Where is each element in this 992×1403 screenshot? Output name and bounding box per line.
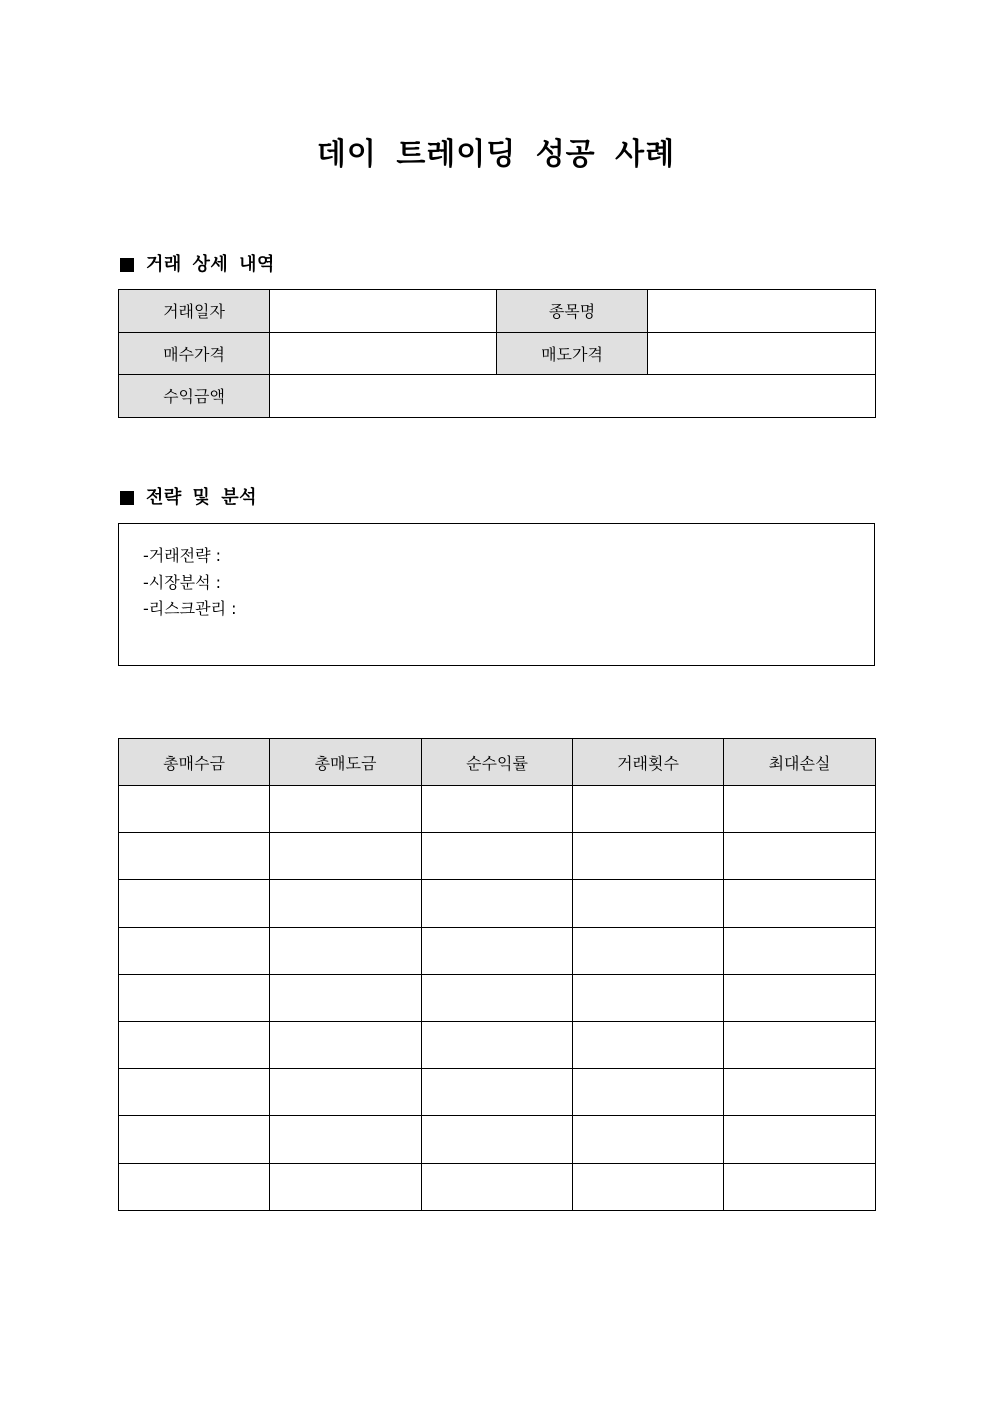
summary-cell[interactable]	[724, 1116, 876, 1163]
table-row	[119, 1116, 876, 1163]
table-row	[119, 1069, 876, 1116]
trade-details-table	[118, 289, 876, 418]
summary-cell[interactable]	[119, 833, 270, 880]
table-row	[119, 927, 876, 974]
summary-cell[interactable]	[119, 1021, 270, 1068]
summary-cell[interactable]	[422, 1021, 573, 1068]
strategy-line-trading-strategy: -거래전략 :	[143, 546, 222, 565]
summary-table	[118, 738, 876, 1211]
table-row	[119, 880, 876, 927]
trade-date-label: 거래일자	[119, 290, 270, 333]
summary-cell[interactable]	[573, 880, 724, 927]
section-heading-text: 거래 상세 내역	[146, 254, 275, 275]
profit-field[interactable]	[270, 375, 876, 418]
summary-cell[interactable]	[573, 927, 724, 974]
summary-header-row	[119, 739, 876, 786]
max-loss-header: 최대손실	[724, 739, 876, 786]
total-sell-header: 총매도금	[270, 739, 422, 786]
sell-price-field[interactable]	[648, 332, 876, 375]
table-row	[119, 375, 876, 418]
summary-cell[interactable]	[270, 880, 422, 927]
summary-cell[interactable]	[573, 786, 724, 833]
summary-cell[interactable]	[422, 880, 573, 927]
section-heading-text: 전략 및 분석	[146, 487, 257, 508]
summary-cell[interactable]	[724, 1163, 876, 1210]
summary-cell[interactable]	[724, 974, 876, 1021]
summary-cell[interactable]	[270, 786, 422, 833]
trade-date-field[interactable]	[270, 290, 497, 333]
profit-label: 수익금액	[119, 375, 270, 418]
summary-cell[interactable]	[270, 1163, 422, 1210]
summary-cell[interactable]	[270, 833, 422, 880]
summary-cell[interactable]	[422, 833, 573, 880]
square-bullet-icon	[120, 258, 134, 272]
summary-cell[interactable]	[422, 1069, 573, 1116]
summary-cell[interactable]	[119, 1163, 270, 1210]
summary-cell[interactable]	[119, 927, 270, 974]
summary-cell[interactable]	[724, 1021, 876, 1068]
summary-cell[interactable]	[270, 1069, 422, 1116]
summary-cell[interactable]	[270, 927, 422, 974]
summary-cell[interactable]	[724, 1069, 876, 1116]
summary-cell[interactable]	[119, 1116, 270, 1163]
summary-cell[interactable]	[119, 786, 270, 833]
summary-cell[interactable]	[573, 1021, 724, 1068]
summary-cell[interactable]	[119, 880, 270, 927]
ticker-label: 종목명	[497, 290, 648, 333]
summary-cell[interactable]	[573, 833, 724, 880]
summary-cell[interactable]	[422, 1163, 573, 1210]
summary-body	[119, 786, 876, 1211]
square-bullet-icon	[120, 491, 134, 505]
summary-cell[interactable]	[119, 974, 270, 1021]
ticker-field[interactable]	[648, 290, 876, 333]
strategy-line-market-analysis: -시장분석 :	[143, 572, 222, 592]
buy-price-field[interactable]	[270, 332, 497, 375]
strategy-lines	[143, 543, 237, 623]
document-title: 데이 트레이딩 성공 사례	[316, 137, 676, 172]
summary-cell[interactable]	[573, 1163, 724, 1210]
summary-cell[interactable]	[270, 1116, 422, 1163]
table-row	[119, 1021, 876, 1068]
buy-price-label: 매수가격	[119, 332, 270, 375]
strategy-analysis-box[interactable]	[118, 523, 875, 666]
summary-cell[interactable]	[119, 1069, 270, 1116]
total-buy-header: 총매수금	[119, 739, 270, 786]
summary-cell[interactable]	[724, 880, 876, 927]
summary-cell[interactable]	[724, 833, 876, 880]
summary-cell[interactable]	[422, 927, 573, 974]
table-row	[119, 974, 876, 1021]
summary-cell[interactable]	[270, 974, 422, 1021]
trade-count-header: 거래횟수	[573, 739, 724, 786]
summary-cell[interactable]	[573, 974, 724, 1021]
table-row	[119, 332, 876, 375]
summary-cell[interactable]	[724, 927, 876, 974]
summary-cell[interactable]	[422, 1116, 573, 1163]
summary-cell[interactable]	[573, 1116, 724, 1163]
section-heading-strategy	[118, 486, 257, 510]
table-row	[119, 833, 876, 880]
table-row	[119, 290, 876, 333]
strategy-line-risk-management: -리스크관리 :	[143, 599, 237, 618]
section-heading-trade-details	[118, 253, 275, 277]
table-row	[119, 786, 876, 833]
sell-price-label: 매도가격	[497, 332, 648, 375]
summary-cell[interactable]	[573, 1069, 724, 1116]
summary-cell[interactable]	[422, 786, 573, 833]
table-row	[119, 1163, 876, 1210]
summary-cell[interactable]	[724, 786, 876, 833]
net-return-header: 순수익률	[422, 739, 573, 786]
summary-cell[interactable]	[422, 974, 573, 1021]
summary-cell[interactable]	[270, 1021, 422, 1068]
